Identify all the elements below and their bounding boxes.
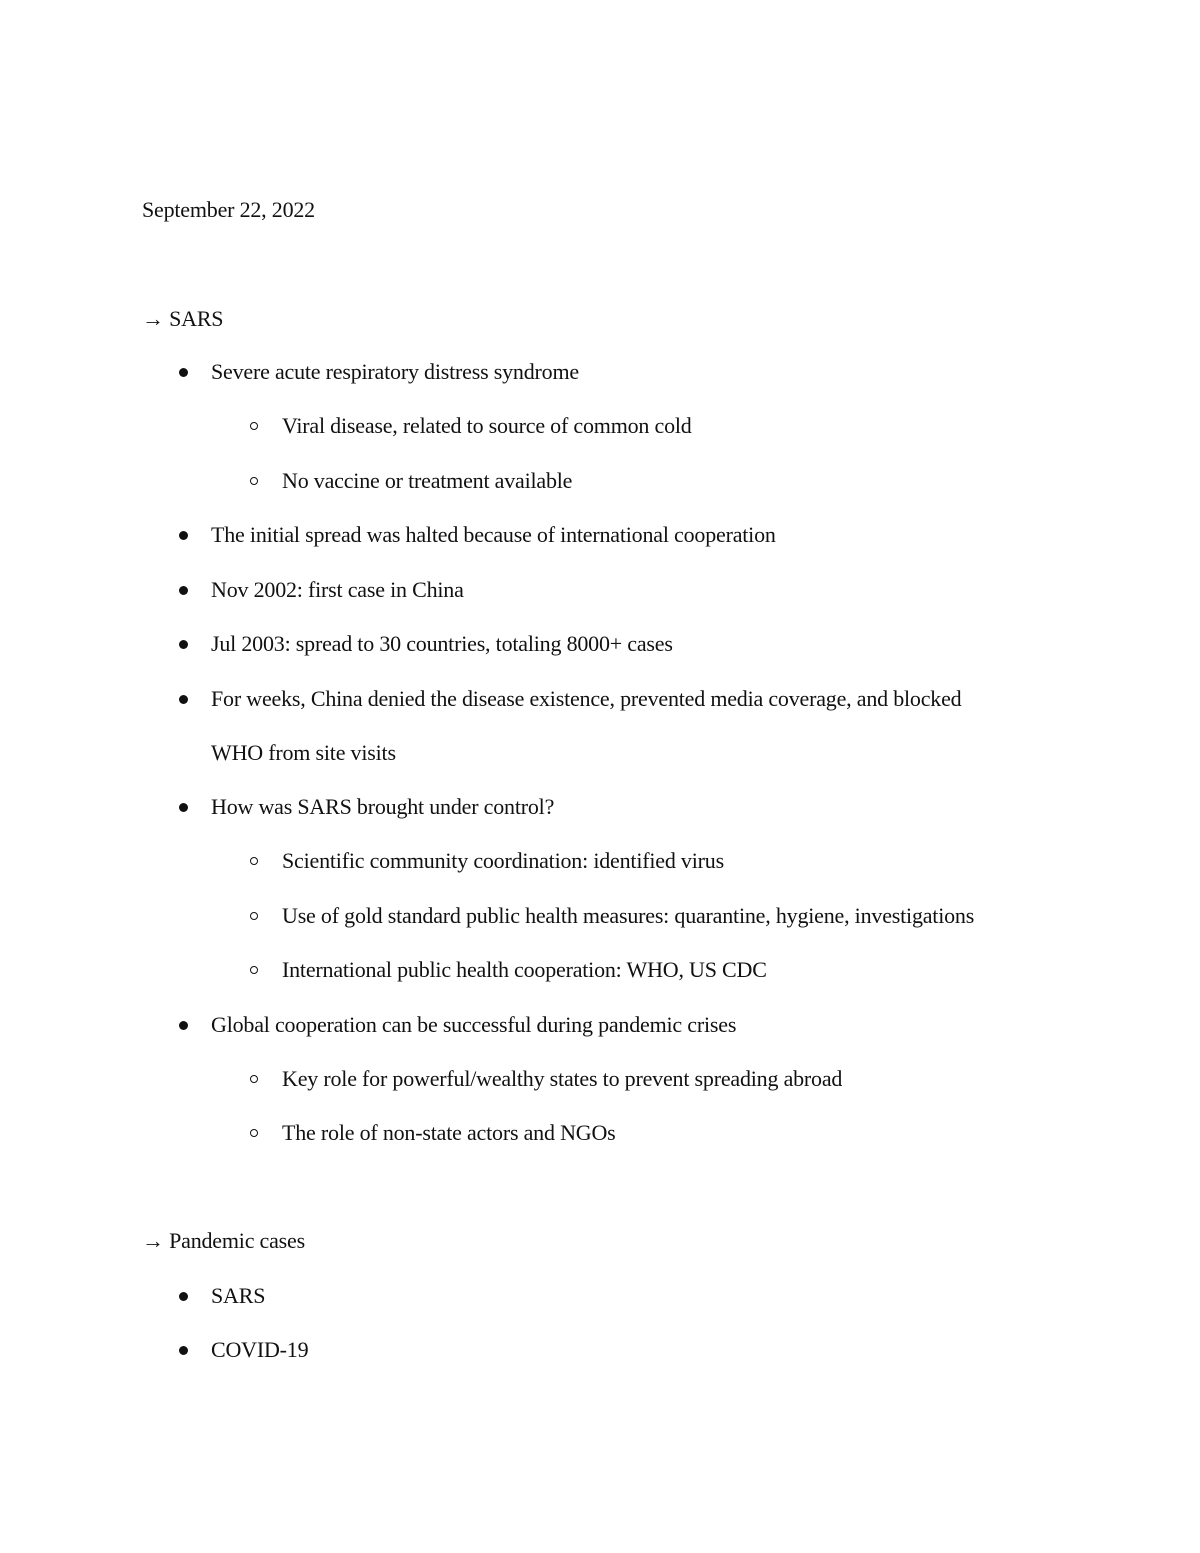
list-item-continuation: WHO from site visits <box>211 740 396 765</box>
list-subitem: Viral disease, related to source of common cold <box>282 413 692 438</box>
bullet-dot-icon <box>179 640 188 649</box>
list-item: Global cooperation can be successful during pandemic crises <box>211 1012 737 1037</box>
bullet-dot-icon <box>179 531 188 540</box>
list-subitem: The role of non-state actors and NGOs <box>282 1120 616 1145</box>
list-item: Jul 2003: spread to 30 countries, totaling 8000+ cases <box>211 631 673 656</box>
document-date: September 22, 2022 <box>142 197 315 222</box>
list-item: COVID-19 <box>211 1337 309 1362</box>
hollow-bullet-icon <box>250 912 258 920</box>
bullet-dot-icon <box>179 1292 188 1301</box>
bullet-dot-icon <box>179 586 188 595</box>
list-subitem: Key role for powerful/wealthy states to prevent spreading abroad <box>282 1066 843 1091</box>
bullet-dot-icon <box>179 368 188 377</box>
hollow-bullet-icon <box>250 422 258 430</box>
bullet-dot-icon <box>179 695 188 704</box>
section-heading-sars: → SARS <box>142 306 224 331</box>
hollow-bullet-icon <box>250 857 258 865</box>
list-subitem: International public health cooperation: WHO, US CDC <box>282 957 767 982</box>
list-item: The initial spread was halted because of international cooperation <box>211 522 776 547</box>
list-item: How was SARS brought under control? <box>211 794 555 819</box>
list-item: SARS <box>211 1283 266 1308</box>
list-item: Nov 2002: first case in China <box>211 577 464 602</box>
list-subitem: No vaccine or treatment available <box>282 468 573 493</box>
hollow-bullet-icon <box>250 1129 258 1137</box>
hollow-bullet-icon <box>250 1075 258 1083</box>
bullet-dot-icon <box>179 1021 188 1030</box>
bullet-dot-icon <box>179 803 188 812</box>
hollow-bullet-icon <box>250 477 258 485</box>
hollow-bullet-icon <box>250 966 258 974</box>
list-item: Severe acute respiratory distress syndrome <box>211 359 579 384</box>
bullet-dot-icon <box>179 1346 188 1355</box>
list-subitem: Scientific community coordination: identified virus <box>282 848 724 873</box>
section-heading-pandemic-cases: → Pandemic cases <box>142 1228 305 1253</box>
list-subitem: Use of gold standard public health measures: quarantine, hygiene, investigations <box>282 903 975 928</box>
list-item: For weeks, China denied the disease existence, prevented media coverage, and blocked <box>211 686 962 711</box>
